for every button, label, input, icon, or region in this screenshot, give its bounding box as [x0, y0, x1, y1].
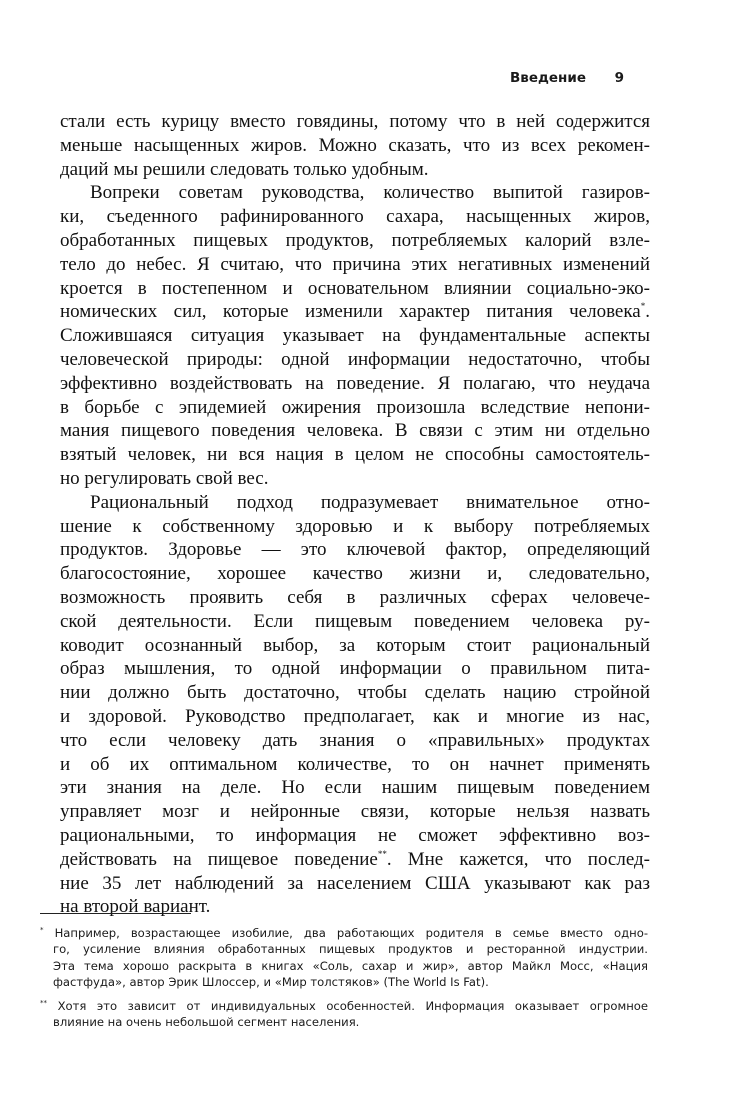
- text-line: даций мы решили следовать только удобным.: [60, 158, 429, 180]
- text-line: ководит осознанный выбор, за которым стоит рациональный: [60, 634, 650, 656]
- text-line: эти знания на деле. Но если нашим пищевым поведением: [60, 777, 650, 799]
- footnote-1: [40, 925, 648, 991]
- text-line: в борьбе с эпидемией ожирения произошла вследствие непони-: [60, 396, 650, 418]
- text-line: человеческой природы: одной информации недостаточно, чтобы: [60, 348, 650, 370]
- text-line: что если человеку дать знания о «правильных» продуктах: [60, 729, 650, 751]
- text-line: рациональными, то информация не сможет эффективно воз-: [60, 824, 650, 846]
- text-line: [60, 300, 650, 324]
- text-line: ние 35 лет наблюдений за населением США указывают как раз: [60, 872, 650, 894]
- footnote-ref-2: **: [377, 848, 387, 859]
- text-segment: действовать на пищевое поведение: [60, 848, 378, 870]
- text-line: возможность проявить себя в различных сферах человече-: [60, 586, 650, 608]
- text-line: продуктов. Здоровье — это ключевой фактор, определяющий: [60, 539, 650, 561]
- footnote-2: [40, 998, 648, 1031]
- text-line: управляет мозг и нейронные связи, которые нельзя назвать: [60, 801, 650, 823]
- footnote-marker: *: [40, 926, 44, 934]
- text-line: образ мышления, то одной информации о правильном пита-: [60, 658, 650, 680]
- text-line: ской деятельности. Если пищевым поведением человека ру-: [60, 610, 650, 632]
- text-line: [60, 848, 650, 872]
- footnote-line: влияние на очень небольшой сегмент населения.: [53, 1014, 360, 1029]
- footnote-line: Эта тема хорошо раскрыта в книгах «Соль, сахар и жир», автор Майкл Мосс, «Нация: [53, 958, 648, 973]
- text-line: на второй вариант.: [60, 896, 211, 918]
- text-line: стали есть курицу вместо говядины, потому что в ней содержится: [60, 111, 650, 132]
- body-text: [60, 110, 650, 919]
- text-line: Вопреки советам руководства, количество выпитой газиров-: [90, 182, 650, 204]
- text-segment: . Мне кажется, что послед-: [386, 848, 651, 870]
- text-line: благосостояние, хорошее качество жизни и, следовательно,: [60, 563, 650, 585]
- running-head: [470, 70, 630, 90]
- footnote-line: [40, 925, 648, 941]
- text-segment: номических сил, которые изменили характер питания человека: [60, 301, 641, 323]
- text-line: шение к собственному здоровью и к выбору потребляемых: [60, 515, 650, 537]
- text-line: Сложившаяся ситуация указывает на фундаментальные аспекты: [60, 325, 650, 347]
- footnote-line: [40, 998, 648, 1014]
- text-line: нии должно быть достаточно, чтобы сделать нацию стройной: [60, 682, 650, 704]
- footnote-text: Например, возрастающее изобилие, два работающих родителя в семье вместо одно-: [54, 926, 649, 940]
- text-line: ки, съеденного рафинированного сахара, насыщенных жиров,: [60, 206, 650, 228]
- text-segment: .: [645, 301, 650, 323]
- footnote-marker: **: [40, 998, 47, 1007]
- text-line: тело до небес. Я считаю, что причина этих негативных изменений: [60, 253, 650, 275]
- text-line: мания пищевого поведения человека. В связи с этим ни отдельно: [60, 420, 650, 442]
- chapter-title: Введение: [510, 70, 586, 86]
- text-line: обработанных пищевых продуктов, потребляемых калорий взле-: [60, 229, 650, 251]
- text-line: взятый человек, ни вся нация в целом не способны самостоятель-: [60, 444, 650, 466]
- text-line: и здоровой. Руководство предполагает, как и многие из нас,: [60, 705, 650, 727]
- footnote-ref-1: *: [640, 301, 646, 312]
- footnote-divider: [40, 913, 191, 914]
- page-number: 9: [614, 70, 624, 86]
- text-line: но регулировать свой вес.: [60, 467, 269, 489]
- text-line: меньше насыщенных жиров. Можно сказать, что из всех рекомен-: [60, 134, 650, 156]
- text-line: эффективно воздействовать на поведение. Я полагаю, что неудача: [60, 372, 650, 394]
- footnote-text: Хотя это зависит от индивидуальных особенностей. Информация оказывает огромное: [57, 998, 648, 1013]
- footnote-line: го, усиление влияния обработанных пищевых продуктов и ресторанной индустрии.: [53, 942, 648, 957]
- footnotes: [40, 925, 648, 1030]
- text-line: Рациональный подход подразумевает внимательное отно-: [90, 491, 650, 513]
- text-line: и об их оптимальном количестве, то он начнет применять: [60, 753, 650, 775]
- footnote-line: фастфуда», автор Эрик Шлоссер, и «Мир толстяков» (The World Is Fat).: [53, 975, 489, 990]
- text-line: кроется в постепенном и основательном влиянии социально-эко-: [60, 277, 650, 299]
